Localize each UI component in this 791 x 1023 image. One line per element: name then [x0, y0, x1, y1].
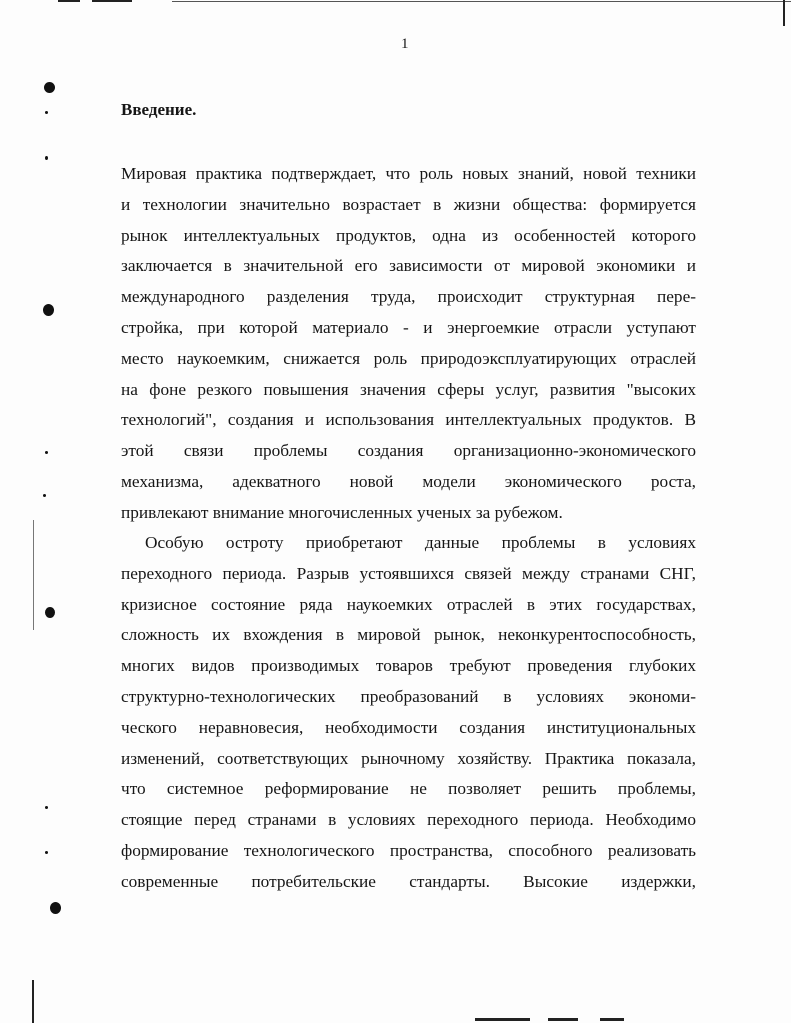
text-line: стоящие перед странами в условиях переходного периода. Необходимо — [121, 810, 696, 830]
page-number: 1 — [401, 36, 409, 52]
text-line: кризисное состояние ряда наукоемких отраслей в этих государствах, — [121, 594, 696, 614]
text-line: стройка, при которой материало - и энергоемкие отрасли уступают — [121, 317, 696, 337]
text-line: формирование технологического пространства, способного реализовать — [121, 840, 696, 860]
text-line: и технологии значительно возрастает в жизни общества: формируется — [121, 194, 696, 214]
margin-mark — [45, 156, 48, 160]
text-line: привлекают внимание многочисленных ученых за рубежом. — [121, 502, 563, 522]
text-line: ческого неравновесия, необходимости создания институциональных — [121, 717, 696, 737]
margin-mark — [43, 494, 46, 497]
text-line: изменений, соответствующих рыночному хозяйству. Практика показала, — [121, 748, 696, 768]
scan-artifact-bottom-rule — [600, 1018, 624, 1021]
margin-mark — [45, 111, 48, 114]
text-line: механизма, адекватного новой модели экономического роста, — [121, 471, 696, 491]
text-line: международного разделения труда, происходит структурная пере- — [121, 287, 696, 307]
text-line: место наукоемким, снижается роль природоэксплуатирующих отраслей — [121, 348, 696, 368]
margin-mark — [45, 806, 48, 809]
text-line: переходного периода. Разрыв устоявшихся связей между странами СНГ, — [121, 563, 696, 583]
text-line: Особую остроту приобретают данные проблемы в условиях — [145, 533, 696, 552]
scan-artifact-top-rule — [58, 0, 80, 2]
scan-artifact-bottom-rule — [475, 1018, 530, 1021]
margin-mark — [45, 607, 55, 618]
paragraph-2 — [121, 528, 696, 898]
text-line: на фоне резкого повышения значения сферы услуг, развития "высоких — [121, 379, 696, 399]
text-line: технологий", создания и использования интеллектуальных продуктов. В — [121, 410, 696, 430]
scan-artifact-bottom-rule — [548, 1018, 578, 1021]
margin-mark — [43, 304, 54, 316]
scan-artifact-corner — [783, 0, 785, 26]
margin-mark — [45, 851, 48, 854]
text-line: что системное реформирование не позволяет решить проблемы, — [121, 779, 696, 799]
text-line: этой связи проблемы создания организационно-экономического — [121, 441, 696, 461]
scan-artifact-left-line — [33, 520, 34, 630]
scan-artifact-top-rule — [92, 0, 132, 2]
text-line: Мировая практика подтверждает, что роль новых знаний, новой техники — [121, 164, 696, 183]
text-line: многих видов производимых товаров требуют проведения глубоких — [121, 656, 696, 676]
text-line: структурно-технологических преобразований в условиях экономи- — [121, 686, 696, 706]
margin-mark — [45, 451, 48, 454]
scan-artifact-top-rule — [172, 1, 791, 2]
text-line: рынок интеллектуальных продуктов, одна из особенностей которого — [121, 225, 696, 245]
margin-mark — [44, 82, 55, 93]
text-line: современные потребительские стандарты. Высокие издержки, — [121, 871, 696, 891]
section-heading: Введение. — [121, 100, 197, 119]
margin-mark — [50, 902, 61, 914]
text-line: сложность их вхождения в мировой рынок, неконкурентоспособность, — [121, 625, 696, 645]
scan-artifact-left-line — [32, 980, 34, 1023]
text-line: заключается в значительной его зависимости от мировой экономики и — [121, 256, 696, 276]
paragraph-1 — [121, 159, 696, 529]
